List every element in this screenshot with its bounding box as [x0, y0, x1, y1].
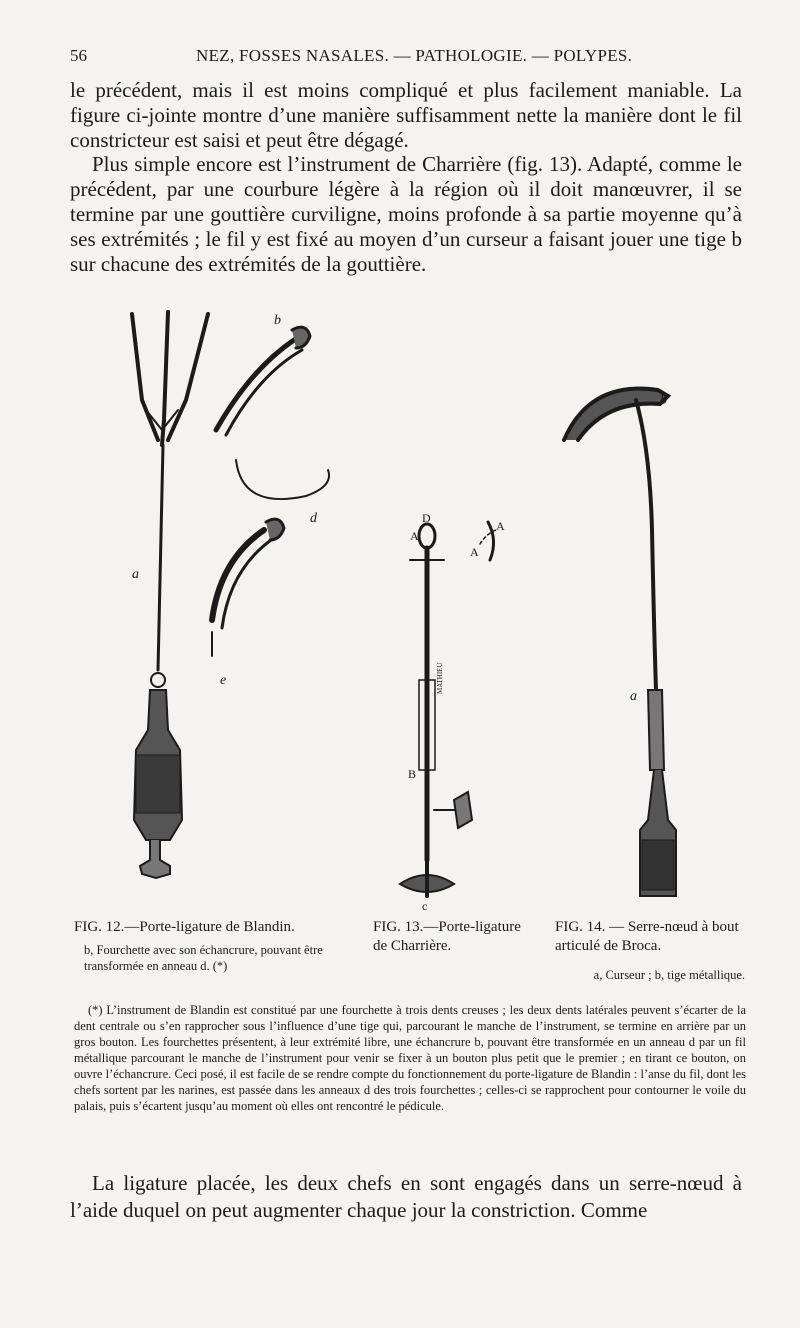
fig13-caption: [373, 918, 525, 956]
figures-plate: [70, 300, 760, 912]
fig13-drawing: [400, 522, 496, 896]
fig12-label-a: a: [132, 567, 139, 582]
fig13-label-A-left: A: [410, 529, 419, 543]
fig13-label-A-right: A: [496, 519, 505, 533]
paragraph-ligature: La ligature placée, les deux chefs en sont engagés dans un serre-nœud à l’aide duquel on peut augmenter chaque jour la constriction. Comme: [70, 1171, 742, 1222]
fig12-label-b: b: [274, 313, 281, 328]
fig13-label-A-dash: A: [470, 545, 479, 559]
fig12-label-d: d: [310, 511, 317, 526]
running-title: NEZ, FOSSES NASALES. — PATHOLOGIE. — POLYPES.: [196, 46, 633, 65]
fig14-caption-legend: a, Curseur ; b, tige métallique.: [593, 968, 745, 982]
fig13-label-c: c: [422, 899, 428, 912]
paragraph-charriere: Plus simple encore est l’instrument de Charrière (fig. 13). Adapté, comme le précédent, par une courbure légère à la région où il doit manœuvrer, il se termine par une gouttière curviligne, moins profonde à sa partie moyenne qu’à ses extrémités ; le fil y est fixé au moyen d’un curseur a faisant jouer une tige b sur chacune des extrémités de la gouttière.: [70, 152, 742, 276]
fig12-label-e: e: [220, 673, 227, 688]
fig12-caption-legend: b, Fourchette avec son échancrure, pouvant être transformée en anneau d. (*): [84, 943, 323, 973]
fig14-caption-title: FIG. 14. — Serre-nœud à bout articulé de Broca.: [555, 919, 739, 954]
fig12-drawing: [132, 312, 329, 878]
fig13-maker-stamp: MATHIEU: [436, 662, 444, 694]
fig13-label-B: B: [408, 767, 417, 781]
instrument-engravings: [70, 300, 760, 912]
fig13-label-D: D: [422, 511, 431, 525]
fig14-caption: [555, 918, 745, 984]
footnote: (*) L’instrument de Blandin est constitué par une fourchette à trois dents creuses ; les deux dents latérales peuvent s’écarter de la dent centrale ou s’en rapprocher sous l’influence d’une tige qui, parcourant le manche de l’instrument, se termine en arrière par un gros bouton. Les fourchettes présentent, à leur extrémité libre, une échancrure b, pouvant être transformée en un anneau d par un fil métallique parcourant le manche de l’instrument pour venir se fixer à un bouton plus petit que le premier ; en tirant ce bouton, on ouvre l’échancrure. Ceci posé, il est facile de se rendre compte du fonctionnement du porte-ligature de Blandin : l’anse du fil, dont les chefs sortent par les narines, est passée dans les anneaux d des trois fourchettes ; celles-ci se rapprochent pour contourner le voile du palais, puis s’écartent jusqu’au moment où elles ont rencontré le pédicule.: [74, 1003, 746, 1113]
fig12-caption: [74, 918, 344, 974]
fig12-caption-title: FIG. 12.—Porte-ligature de Blandin.: [74, 919, 295, 935]
fig14-label-a: a: [630, 689, 637, 704]
paragraph-continued: le précédent, mais il est moins compliqué et plus facilement maniable. La figure ci-jointe montre d’une manière suffisamment nette la manière dont le fil constricteur est saisi et peut être dégagé.: [70, 78, 742, 152]
running-header: [70, 46, 742, 72]
fig13-caption-title: FIG. 13.—Porte-ligature de Charrière.: [373, 919, 521, 954]
fig14-label-b: b: [660, 393, 667, 408]
fig14-drawing: [564, 389, 676, 896]
page-number: 56: [70, 46, 87, 65]
